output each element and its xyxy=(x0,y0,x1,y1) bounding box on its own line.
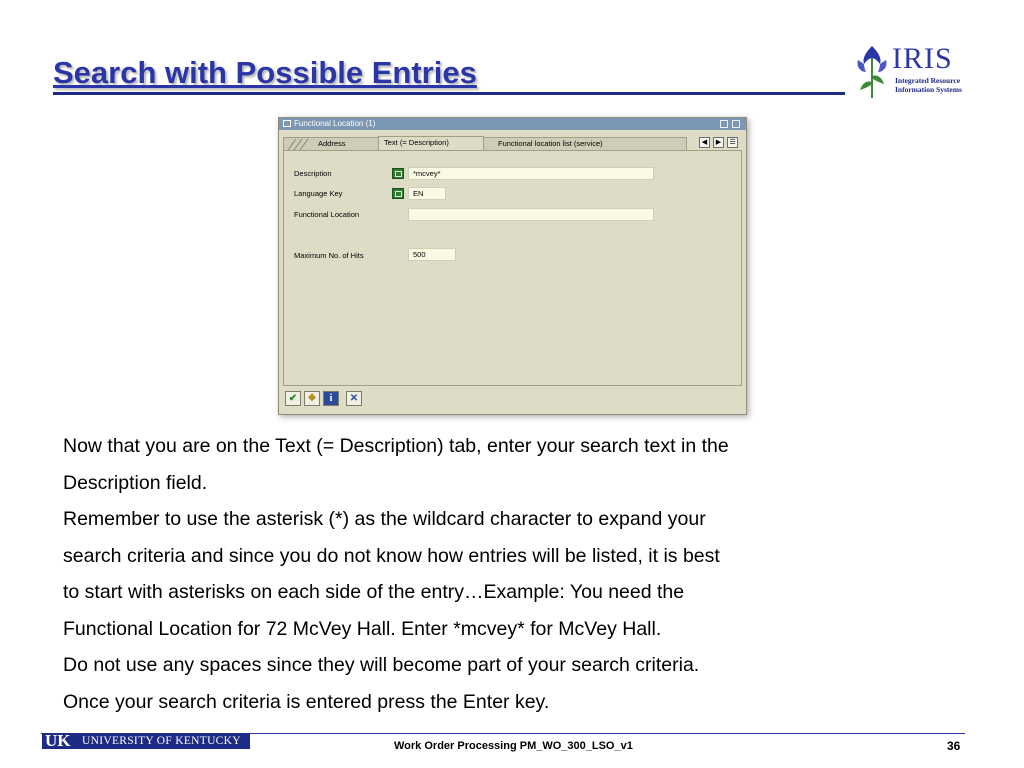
tab-scroll-left-icon[interactable]: ◀ xyxy=(699,137,710,148)
window-icon xyxy=(283,120,291,127)
description-input[interactable]: *mcvey* xyxy=(408,167,654,180)
instruction-line: to start with asterisks on each side of the entry…Example: You need the xyxy=(63,581,685,603)
tab-grip-icon xyxy=(288,139,310,150)
footer-course-title: Work Order Processing PM_WO_300_LSO_v1 xyxy=(394,740,633,752)
title-underline xyxy=(53,92,845,95)
tab-functional-location-list-label: Functional location list (service) xyxy=(498,139,603,148)
instruction-line: Description field. xyxy=(63,471,208,494)
language-key-label: Language Key xyxy=(294,189,343,198)
instruction-text xyxy=(63,428,963,720)
description-label: Description xyxy=(294,169,332,178)
logo-subtitle-line1: Integrated Resource xyxy=(895,76,961,85)
tab-text-description[interactable] xyxy=(378,136,484,151)
university-of-kentucky-logo xyxy=(42,733,250,749)
multi-select-icon[interactable]: ❖ xyxy=(304,391,320,406)
uk-letters: UK xyxy=(45,731,71,750)
instruction-line: Functional Location for 72 McVey Hall. Enter *mcvey* for McVey Hall. xyxy=(63,617,662,640)
dialog-titlebar[interactable] xyxy=(279,118,746,130)
tab-text-description-label: Text (= Description) xyxy=(384,138,449,147)
multiple-selection-icon[interactable] xyxy=(392,168,404,179)
logo-subtitle-line2: Information Systems xyxy=(895,85,962,94)
functional-location-dialog xyxy=(278,117,747,415)
instruction-line: Do not use any spaces since they will become part of your search criteria. xyxy=(63,654,700,676)
logo-wordmark: IRIS xyxy=(892,42,953,75)
maximize-icon[interactable] xyxy=(732,120,740,128)
iris-logo xyxy=(852,42,962,102)
language-key-input[interactable]: EN xyxy=(408,187,446,200)
tab-list-icon[interactable]: ☰ xyxy=(727,137,738,148)
check-icon[interactable]: ✔ xyxy=(285,391,301,406)
instruction-line: search criteria and since you do not know how entries will be listed, it is best xyxy=(63,544,720,567)
functional-location-label: Functional Location xyxy=(294,210,360,219)
cancel-icon[interactable]: ✕ xyxy=(346,391,362,406)
language-selection-icon[interactable] xyxy=(392,188,404,199)
uk-name: UNIVERSITY OF KENTUCKY xyxy=(82,735,241,747)
dialog-title: Functional Location (1) xyxy=(294,119,376,128)
instruction-line: Once your search criteria is entered press the Enter key. xyxy=(63,690,550,713)
page-number: 36 xyxy=(947,739,961,753)
instruction-line: Remember to use the asterisk (*) as the wildcard character to expand your xyxy=(63,508,706,530)
logo-subtitle xyxy=(895,76,965,94)
instruction-line: Now that you are on the Text (= Description) tab, enter your search text in the xyxy=(63,435,729,457)
functional-location-input[interactable] xyxy=(408,208,654,221)
tab-strip xyxy=(283,136,742,150)
tab-address[interactable] xyxy=(283,137,379,150)
dialog-button-bar xyxy=(283,390,742,408)
tab-address-label: Address xyxy=(318,139,346,148)
iris-flower-icon xyxy=(852,42,892,102)
info-icon[interactable]: i xyxy=(323,391,339,406)
minimize-icon[interactable] xyxy=(720,120,728,128)
max-hits-label: Maximum No. of Hits xyxy=(294,251,364,260)
slide-title: Search with Possible Entries xyxy=(53,55,477,90)
max-hits-input[interactable]: 500 xyxy=(408,248,456,261)
tab-scroll-right-icon[interactable]: ▶ xyxy=(713,137,724,148)
search-criteria-panel xyxy=(283,150,742,386)
tab-functional-location-list[interactable] xyxy=(483,137,687,150)
